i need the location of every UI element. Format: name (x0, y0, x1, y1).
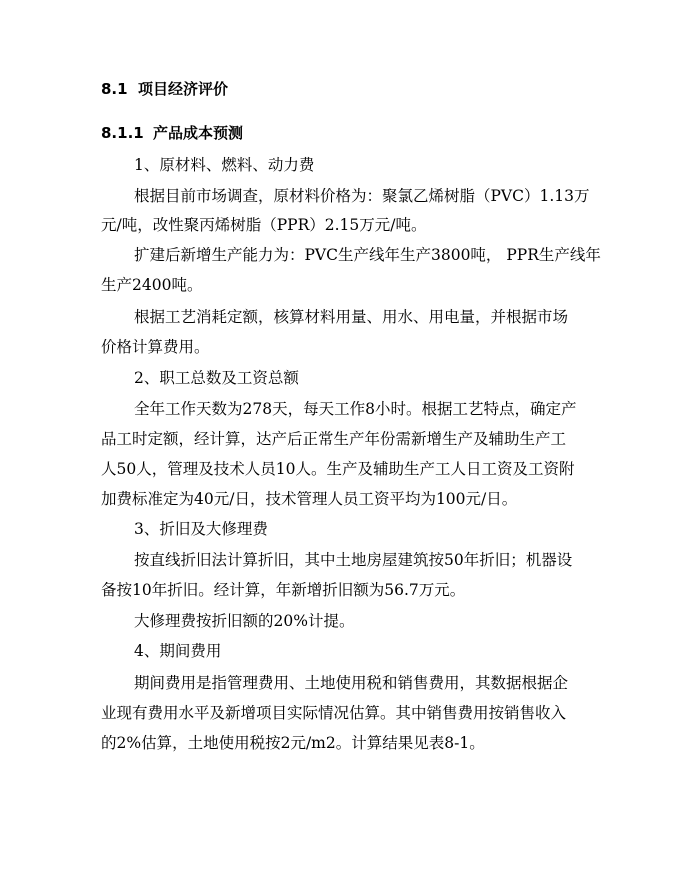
item-heading-4: 4、期间费用 (134, 642, 222, 660)
section-heading (101, 79, 228, 99)
paragraph-line: 期间费用是指管理费用、土地使用税和销售费用，其数据根据企 (134, 674, 569, 692)
item-heading-1: 1、原材料、燃料、动力费 (134, 156, 315, 174)
section-number: 8.1 (101, 80, 128, 98)
paragraph-line: 人50人，管理及技术人员10人。生产及辅助生产工人日工资及工资附 (101, 460, 575, 478)
paragraph-line: 根据目前市场调查，原材料价格为：聚氯乙烯树脂（PVC）1.13万 (134, 187, 590, 205)
paragraph-line: 的2%估算，土地使用税按2元/m2。计算结果见表8-1。 (101, 734, 485, 752)
subsection-heading (101, 123, 243, 143)
subsection-title: 产品成本预测 (153, 124, 244, 142)
paragraph-line: 业现有费用水平及新增项目实际情况估算。其中销售费用按销售收入 (101, 704, 567, 722)
paragraph-line: 加费标准定为40元/日，技术管理人员工资平均为100元/日。 (101, 490, 518, 508)
section-title: 项目经济评价 (138, 80, 229, 98)
item-heading-2: 2、职工总数及工资总额 (134, 369, 299, 387)
paragraph-line: 生产2400吨。 (101, 276, 203, 294)
paragraph-line: 元/吨，改性聚丙烯树脂（PPR）2.15万元/吨。 (101, 216, 427, 234)
subsection-number: 8.1.1 (101, 124, 144, 142)
paragraph-line: 全年工作天数为278天，每天工作8小时。根据工艺特点，确定产 (134, 400, 577, 418)
paragraph-line: 扩建后新增生产能力为：PVC生产线年生产3800吨， PPR生产线年 (134, 246, 601, 264)
paragraph-line: 按直线折旧法计算折旧，其中土地房屋建筑按50年折旧；机器设 (134, 551, 573, 569)
item-heading-3: 3、折旧及大修理费 (134, 520, 268, 538)
paragraph-line: 品工时定额，经计算，达产后正常生产年份需新增生产及辅助生产工 (101, 430, 567, 448)
paragraph-line: 价格计算费用。 (101, 338, 210, 356)
paragraph-line: 大修理费按折旧额的20%计提。 (134, 612, 355, 630)
paragraph-line: 根据工艺消耗定额，核算材料用量、用水、用电量，并根据市场 (134, 308, 569, 326)
paragraph-line: 备按10年折旧。经计算，年新增折旧额为56.7万元。 (101, 581, 466, 599)
